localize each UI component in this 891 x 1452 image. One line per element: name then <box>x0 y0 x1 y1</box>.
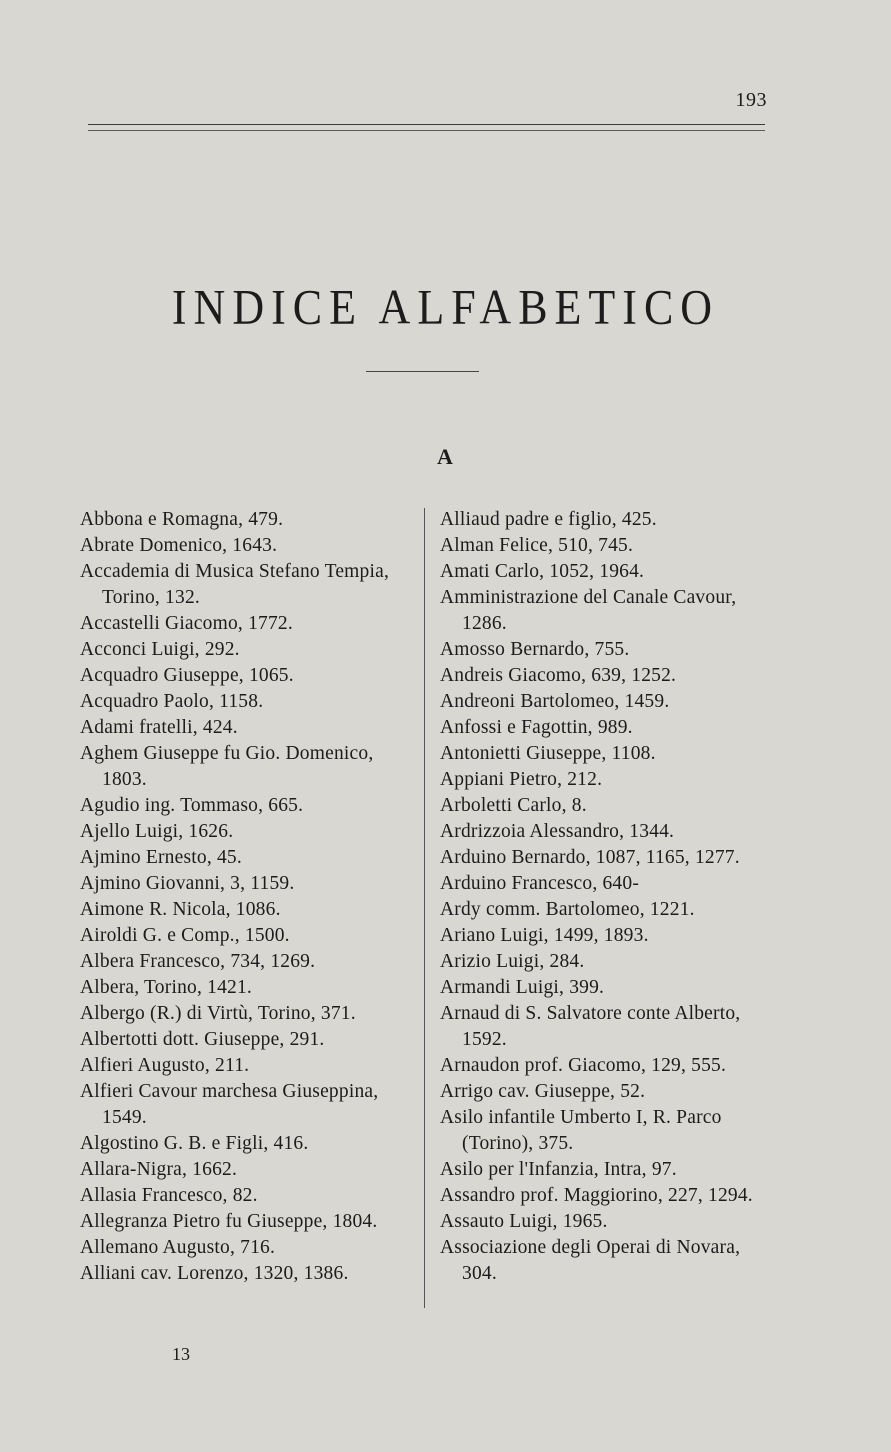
index-entry: Allara-Nigra, 1662. <box>80 1159 238 1180</box>
index-entry: Albera Francesco, 734, 1269. <box>80 951 316 972</box>
index-entry: Allasia Francesco, 82. <box>80 1185 258 1206</box>
index-entry: Antonietti Giuseppe, 1108. <box>440 743 656 764</box>
index-entry: Alman Felice, 510, 745. <box>440 535 634 556</box>
index-entry: Amosso Bernardo, 755. <box>440 639 630 660</box>
index-entry: Armandi Luigi, 399. <box>440 977 605 998</box>
index-entry: Algostino G. B. e Figli, 416. <box>80 1133 309 1154</box>
page-number: 193 <box>735 89 767 111</box>
index-entry: Alfieri Augusto, 211. <box>80 1055 250 1076</box>
index-entry: Acquadro Paolo, 1158. <box>80 691 264 712</box>
index-entry: Agudio ing. Tommaso, 665. <box>80 795 304 816</box>
header-rule <box>88 124 765 125</box>
column-divider <box>424 508 425 1308</box>
index-entry: Arduino Bernardo, 1087, 1165, 1277. <box>440 847 740 868</box>
index-entry: Albera, Torino, 1421. <box>80 977 252 998</box>
index-entry: Arnaudon prof. Giacomo, 129, 555. <box>440 1055 727 1076</box>
section-letter: A <box>437 444 454 469</box>
index-entry: Allemano Augusto, 716. <box>80 1237 276 1258</box>
page-title: INDICE ALFABETICO <box>171 280 720 335</box>
index-entry: Andreoni Bartolomeo, 1459. <box>440 691 670 712</box>
index-entry: Assauto Luigi, 1965. <box>440 1211 608 1232</box>
index-entry: Adami fratelli, 424. <box>80 717 238 738</box>
index-entry: Acconci Luigi, 292. <box>80 639 240 660</box>
index-entry: Arnaud di S. Salvatore conte Alberto, 1592. <box>440 1003 741 1050</box>
index-entry: Ardy comm. Bartolomeo, 1221. <box>440 899 695 920</box>
index-entry: Accademia di Musica Stefano Tempia, Torino, 132. <box>80 561 390 608</box>
index-entry: Aghem Giuseppe fu Gio. Domenico, 1803. <box>80 743 374 790</box>
index-entry: Arrigo cav. Giuseppe, 52. <box>440 1081 646 1102</box>
index-entry: Alfieri Cavour marchesa Giuseppina, 1549. <box>80 1081 379 1128</box>
index-entry: Abrate Domenico, 1643. <box>80 535 278 556</box>
index-entry: Amati Carlo, 1052, 1964. <box>440 561 645 582</box>
index-entry: Acquadro Giuseppe, 1065. <box>80 665 294 686</box>
index-entry: Alliaud padre e figlio, 425. <box>440 509 657 530</box>
index-entry: Airoldi G. e Comp., 1500. <box>80 925 290 946</box>
index-entry: Allegranza Pietro fu Giuseppe, 1804. <box>80 1211 378 1232</box>
index-entry: Accastelli Giacomo, 1772. <box>80 613 293 634</box>
index-entry: Andreis Giacomo, 639, 1252. <box>440 665 677 686</box>
index-entry: Ajmino Ernesto, 45. <box>80 847 242 868</box>
index-entry: Asilo per l'Infanzia, Intra, 97. <box>440 1159 677 1180</box>
index-entry: Asilo infantile Umberto I, R. Parco (Torino), 375. <box>440 1107 722 1154</box>
index-entry: Ajello Luigi, 1626. <box>80 821 234 842</box>
index-entry: Anfossi e Fagottin, 989. <box>440 717 633 738</box>
index-column-right <box>440 507 776 1287</box>
index-entry: Alliani cav. Lorenzo, 1320, 1386. <box>80 1263 349 1284</box>
index-entry: Arduino Francesco, 640- <box>440 873 640 894</box>
header-rule-secondary <box>88 130 765 131</box>
index-entry: Abbona e Romagna, 479. <box>80 509 284 530</box>
index-entry: Amministrazione del Canale Cavour, 1286. <box>440 587 737 634</box>
index-column-left <box>80 507 410 1287</box>
index-entry: Associazione degli Operai di Novara, 304. <box>440 1237 741 1284</box>
index-entry: Arizio Luigi, 284. <box>440 951 585 972</box>
index-entry: Aimone R. Nicola, 1086. <box>80 899 281 920</box>
index-entry: Albertotti dott. Giuseppe, 291. <box>80 1029 325 1050</box>
index-entry: Ariano Luigi, 1499, 1893. <box>440 925 649 946</box>
index-entry: Ardrizzoia Alessandro, 1344. <box>440 821 675 842</box>
title-divider <box>366 371 479 372</box>
index-entry: Albergo (R.) di Virtù, Torino, 371. <box>80 1003 356 1024</box>
index-entry: Appiani Pietro, 212. <box>440 769 603 790</box>
signature-mark: 13 <box>172 1344 190 1364</box>
index-entry: Ajmino Giovanni, 3, 1159. <box>80 873 295 894</box>
index-entry: Assandro prof. Maggiorino, 227, 1294. <box>440 1185 753 1206</box>
index-entry: Arboletti Carlo, 8. <box>440 795 587 816</box>
